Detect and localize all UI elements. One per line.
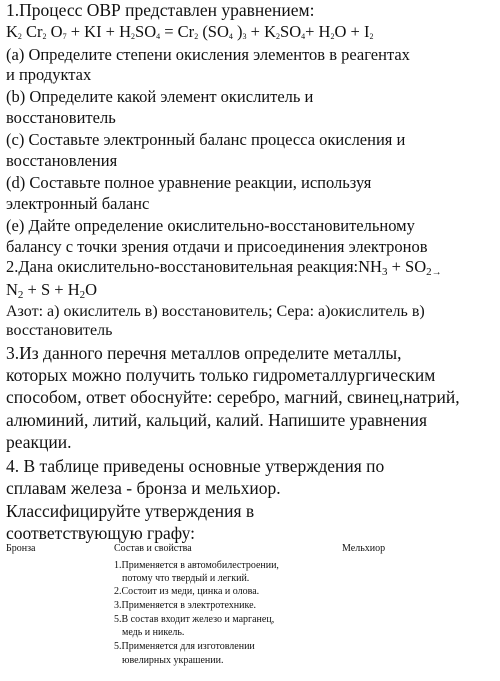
eq-sub: 4 [228,32,233,41]
task1-e-line1: (e) Дайте определение окислительно-восстановительному [6,216,415,235]
eq-sub: 2 [276,32,281,41]
task1-b-line2: восстановитель [6,108,116,127]
reaction-sub: 2 [17,289,24,301]
table-item: 5.В состав входит железо и марганец, [114,614,275,625]
task1-equation [6,24,373,41]
reaction-part: N [6,280,18,299]
task1-a-line2: и продуктах [6,65,92,84]
task1-a-line1: (a) Определите степени окисления элементов в реагентах [6,45,410,64]
task3-line4: алюминий, литий, кальций, калий. Напишите уравнения [6,410,428,430]
eq-part: + H [305,22,331,41]
table-item: потому что твердый и легкий. [122,573,250,584]
reaction-part: + SO [387,257,427,276]
reaction-arrow-icon: → [431,267,442,278]
eq-sub: 3 [242,32,247,41]
table-header-bronze: Бронза [6,543,36,554]
task3-line5: реакции. [6,432,72,452]
task2-options-line2: восстановитель [6,322,113,339]
table-item: 3.Применяется в электротехнике. [114,600,257,611]
eq-sub: 2 [369,32,374,41]
task4-line1: 4. В таблице приведены основные утверждения по [6,456,385,476]
table-item: 1.Применяется в автомобилестроении, [114,560,279,571]
eq-part: + K [246,22,277,41]
reaction-part: O [85,280,98,299]
eq-sub: 4 [301,32,306,41]
task1-d-line2: электронный баланс [6,194,150,213]
task2-reaction-line2 [6,282,97,301]
task4-line2: сплавам железа - бронза и мельхиор. [6,478,281,498]
eq-part: SO [280,22,302,41]
task3-line1: 3.Из данного перечня металлов определите металлы, [6,343,402,363]
eq-sub: 2 [17,32,22,41]
eq-part: (SO [198,22,229,41]
eq-part: K [6,22,18,41]
reaction-sub: 2 [426,266,432,278]
eq-part: ) [232,22,243,41]
reaction-part: NH [358,257,382,276]
eq-sub: 7 [62,32,67,41]
task1-c-line1: (c) Составьте электронный баланс процесса окисления и [6,130,406,149]
task1-e-line2: балансу с точки зрения отдачи и присоединения электронов [6,237,428,256]
eq-part: + KI + H [66,22,132,41]
task1-c-line2: восстановления [6,151,118,170]
task3-line2: которых можно получить только гидрометаллургическим [6,365,436,385]
table-header-props: Состав и свойства [114,543,192,554]
task2-title-line [6,259,442,278]
task1-b-line1: (b) Определите какой элемент окислитель и [6,87,314,106]
eq-part: O [50,22,63,41]
reaction-part: + S + H [23,280,80,299]
eq-part: Cr [26,22,43,41]
task4-line3: Классифицируйте утверждения в [6,501,255,521]
table-item: 2.Состоит из меди, цинка и олова. [114,586,260,597]
reaction-sub: 2 [79,289,86,301]
table-item: медь и никель. [122,627,185,638]
task3-line3: способом, ответ обоснуйте: серебро, магний, свинец,натрий, [6,387,460,407]
eq-sub: 2 [330,32,335,41]
reaction-sub: 3 [381,266,388,278]
table-item: ювелирных украшении. [122,655,224,666]
eq-sub: 2 [131,32,136,41]
task4-line4: соответствующую графу: [6,523,196,543]
table-item: 5.Применяется для изготовлении [114,641,255,652]
task2-options-line1: Азот: а) окислитель в) восстановитель; Сера: а)окислитель в) [6,303,425,320]
eq-part: O + I [334,22,370,41]
eq-sub: 2 [42,32,47,41]
task2-title: 2.Дана окислительно-восстановительная реакция: [6,257,359,276]
task1-title: 1.Процесс ОВР представлен уравнением: [6,0,315,20]
eq-part: SO [135,22,157,41]
eq-sub: 4 [156,32,161,41]
table-header-melchior: Мельхиор [342,543,386,554]
task1-d-line1: (d) Составьте полное уравнение реакции, используя [6,173,372,192]
eq-part: = Cr [160,22,195,41]
eq-sub: 2 [194,32,199,41]
